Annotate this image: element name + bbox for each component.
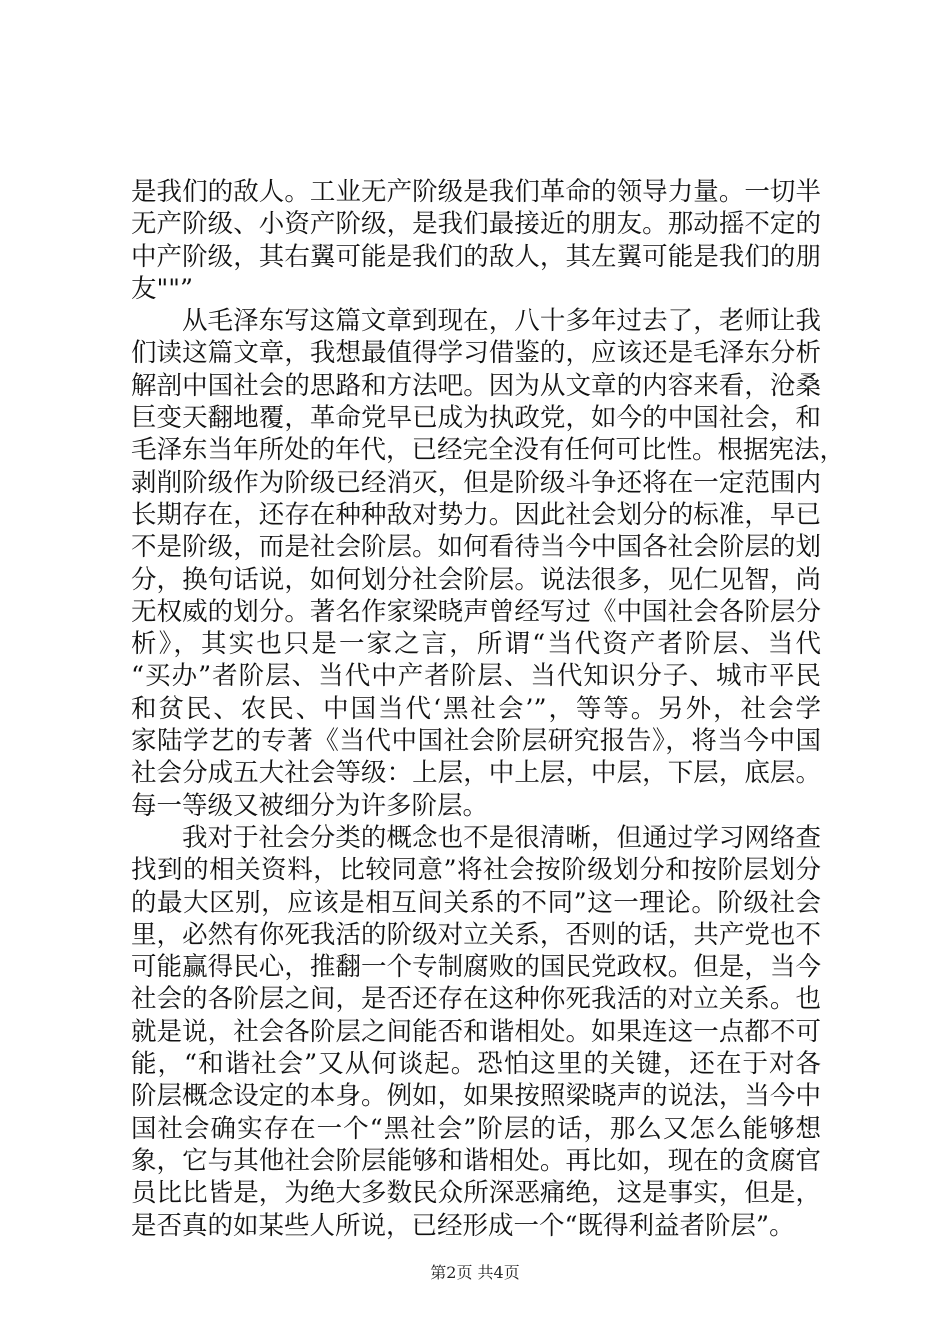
text-line: 是我们的敌人。工业无产阶级是我们革命的领导力量。一切半	[131, 177, 821, 207]
text-line: 里，必然有你死我活的阶级对立关系，否则的话，共产党也不	[131, 919, 821, 950]
text-line: 和贫民、农民、中国当代‘黑社会’”，等等。另外，社会学	[131, 693, 821, 724]
text-line: 可能赢得民心，推翻一个专制腐败的国民党政权。但是，当今	[131, 952, 821, 983]
text-line: 社会分成五大社会等级：上层，中上层，中层，下层，底层。	[131, 758, 821, 789]
text-line: “买办”者阶层、当代中产者阶层、当代知识分子、城市平民	[131, 661, 821, 692]
text-line: 无权威的划分。著名作家梁晓声曾经写过《中国社会各阶层分	[131, 596, 821, 627]
text-line: 巨变天翻地覆，革命党早已成为执政党，如今的中国社会，和	[131, 403, 821, 434]
text-line: 析》，其实也只是一家之言，所谓“当代资产者阶层、当代	[131, 629, 821, 660]
text-line: 家陆学艺的专著《当代中国社会阶层研究报告》，将当今中国	[131, 726, 821, 757]
text-line: 们读这篇文章，我想最值得学习借鉴的，应该还是毛泽东分析	[131, 338, 821, 369]
document-body	[131, 176, 846, 1242]
text-line: 找到的相关资料，比较同意”将社会按阶级划分和按阶层划分	[131, 855, 821, 886]
text-line: 每一等级又被细分为许多阶层。	[131, 790, 489, 821]
text-line: 分，换句话说，如何划分社会阶层。说法很多，见仁见智，尚	[131, 564, 821, 595]
text-line: 阶层概念设定的本身。例如，如果按照梁晓声的说法，当今中	[131, 1081, 821, 1112]
text-line: 国社会确实存在一个“黑社会”阶层的话，那么又怎么能够想	[131, 1113, 821, 1144]
text-line: 毛泽东当年所处的年代，已经完全没有任何可比性。根据宪法，	[131, 435, 846, 466]
text-line: 是否真的如某些人所说，已经形成一个“既得利益者阶层”。	[131, 1210, 795, 1241]
text-line: 象，它与其他社会阶层能够和谐相处。再比如，现在的贪腐官	[131, 1145, 821, 1176]
page-number-footer: 第2页 共4页	[430, 1263, 520, 1282]
text-line: 剥削阶级作为阶级已经消灭，但是阶级斗争还将在一定范围内	[131, 467, 821, 498]
paragraph-first-line: 从毛泽东写这篇文章到现在，八十多年过去了，老师让我	[182, 306, 821, 337]
text-line: 社会的各阶层之间，是否还存在这种你死我活的对立关系。也	[131, 984, 821, 1015]
text-line: 就是说，社会各阶层之间能否和谐相处。如果连这一点都不可	[131, 1016, 821, 1047]
text-line: 能，“和谐社会”又从何谈起。恐怕这里的关键，还在于对各	[131, 1049, 821, 1080]
text-line: 友""”	[131, 273, 193, 304]
text-line: 长期存在，还存在种种敌对势力。因此社会划分的标准，早已	[131, 499, 821, 530]
text-line: 的最大区别，应该是相互间关系的不同”这一理论。阶级社会	[131, 887, 821, 918]
paragraph-first-line: 我对于社会分类的概念也不是很清晰，但通过学习网络查	[182, 822, 821, 853]
text-line: 不是阶级，而是社会阶层。如何看待当今中国各社会阶层的划	[131, 532, 821, 563]
text-line: 无产阶级、小资产阶级，是我们最接近的朋友。那动摇不定的	[131, 209, 821, 240]
text-line: 解剖中国社会的思路和方法吧。因为从文章的内容来看，沧桑	[131, 370, 821, 401]
text-line: 员比比皆是，为绝大多数民众所深恶痛绝，这是事实，但是，	[131, 1178, 821, 1209]
text-line: 中产阶级，其右翼可能是我们的敌人，其左翼可能是我们的朋	[131, 241, 821, 272]
